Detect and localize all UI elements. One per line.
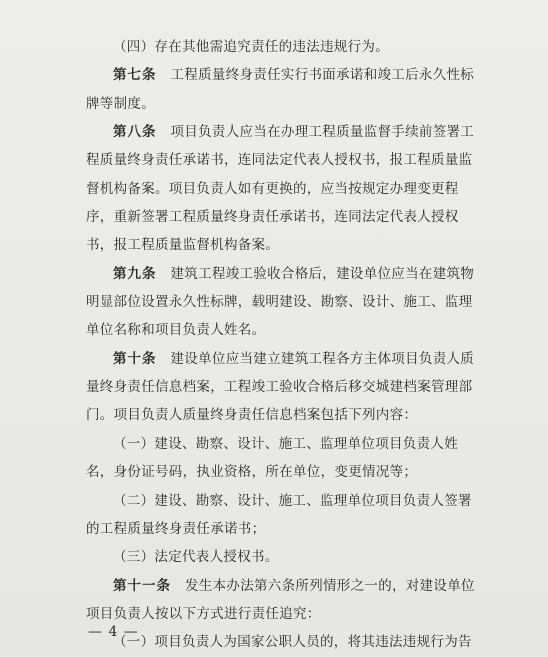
text-line: 程质量终身责任承诺书，连同法定代表人授权书，报工程质量监 bbox=[86, 152, 473, 169]
article-text: 项目负责人应当在办理工程质量监督手续前签署工 bbox=[170, 124, 475, 141]
text-line: 督机构备案。项目负责人如有更换的，应当按规定办理变更程 bbox=[86, 180, 459, 197]
article-heading: 第八条 bbox=[113, 124, 157, 141]
text-line: 门。项目负责人质量终身责任信息档案包括下列内容： bbox=[86, 407, 418, 424]
text-line: 书，报工程质量监督机构备案。 bbox=[86, 237, 280, 254]
article-9-line bbox=[86, 260, 506, 288]
text-line: 名，身份证号码，执业资格，所在单位，变更情况等； bbox=[86, 464, 418, 481]
page-number: — 4 — bbox=[88, 624, 139, 640]
text-line: 牌等制度。 bbox=[86, 95, 155, 112]
text-line: 项目负责人按以下方式进行责任追究： bbox=[86, 605, 321, 622]
article-text: 发生本办法第六条所列情形之一的，对建设单位 bbox=[185, 577, 475, 594]
text-line: 序，重新签署工程质量终身责任承诺书，连同法定代表人授权 bbox=[86, 209, 459, 226]
article-7-line bbox=[86, 61, 506, 89]
text-line: 明显部位设置永久性标牌，载明建设、勘察、设计、施工、监理 bbox=[86, 294, 473, 311]
article-text: 建设单位应当建立建筑工程各方主体项目负责人质 bbox=[170, 350, 475, 367]
article-heading: 第九条 bbox=[113, 265, 157, 282]
text-line: （一）项目负责人为国家公职人员的，将其违法违规行为告 bbox=[113, 634, 472, 651]
article-11-line bbox=[86, 572, 506, 600]
text-line: （二）建设、勘察、设计、施工、监理单位项目负责人签署 bbox=[113, 492, 472, 509]
article-text: 建筑工程竣工验收合格后，建设单位应当在建筑物 bbox=[170, 265, 475, 282]
article-heading: 第七条 bbox=[113, 67, 157, 84]
text-line: （三）法定代表人授权书。 bbox=[113, 549, 279, 566]
article-text: 工程质量终身责任实行书面承诺和竣工后永久性标 bbox=[170, 67, 475, 84]
article-heading: 第十条 bbox=[113, 350, 157, 367]
article-8-line bbox=[86, 118, 506, 146]
text-line: （四）存在其他需追究责任的违法违规行为。 bbox=[113, 39, 389, 55]
text-line: 量终身责任信息档案，工程竣工验收合格后移交城建档案管理部 bbox=[86, 379, 473, 396]
article-10-line bbox=[86, 345, 506, 373]
document-body bbox=[86, 33, 506, 657]
text-line: 的工程质量终身责任承诺书； bbox=[86, 520, 266, 537]
text-line: （一）建设、勘察、设计、施工、监理单位项目负责人姓 bbox=[113, 435, 458, 452]
article-heading: 第十一条 bbox=[113, 577, 171, 594]
text-line: 单位名称和项目负责人姓名。 bbox=[86, 322, 266, 339]
